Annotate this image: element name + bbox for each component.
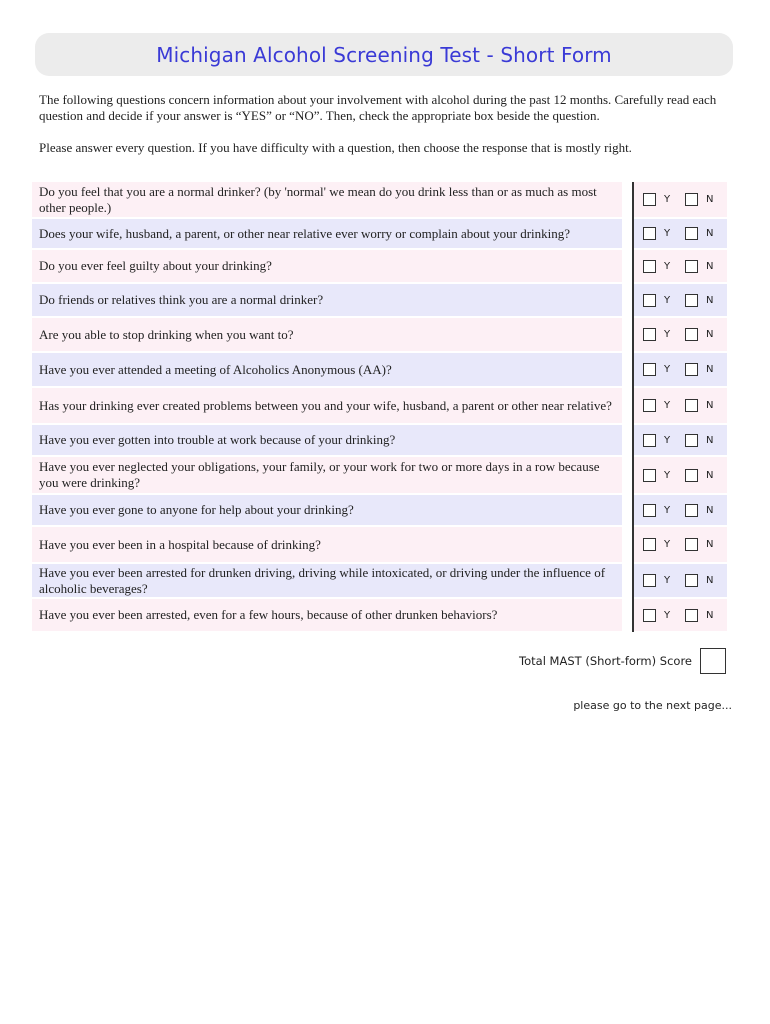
no-label: N: [706, 504, 714, 516]
yes-label: Y: [664, 260, 671, 272]
yes-label: Y: [664, 504, 671, 516]
answer-cell: [634, 527, 727, 562]
no-checkbox[interactable]: [685, 399, 698, 412]
question-text: Have you ever attended a meeting of Alcoholics Anonymous (AA)?: [32, 353, 622, 386]
score-section: [400, 647, 726, 675]
question-text: Are you able to stop drinking when you want to?: [32, 318, 622, 351]
yes-checkbox[interactable]: [643, 193, 656, 206]
no-checkbox[interactable]: [685, 574, 698, 587]
no-checkbox[interactable]: [685, 294, 698, 307]
answer-cell: [634, 425, 727, 455]
no-label: N: [706, 260, 714, 272]
question-row-4: [32, 284, 727, 316]
page-title: Michigan Alcohol Screening Test - Short Form: [156, 42, 612, 67]
no-checkbox[interactable]: [685, 469, 698, 482]
yes-checkbox[interactable]: [643, 399, 656, 412]
no-checkbox[interactable]: [685, 538, 698, 551]
question-row-8: [32, 425, 727, 455]
yes-label: Y: [664, 434, 671, 446]
question-text: Do you ever feel guilty about your drinking?: [32, 250, 622, 282]
intro-section: [39, 92, 734, 156]
question-text: Have you ever gotten into trouble at work because of your drinking?: [32, 425, 622, 455]
yes-label: Y: [664, 539, 671, 550]
column-divider: [632, 182, 634, 632]
answer-cell: [634, 182, 727, 217]
no-checkbox[interactable]: [685, 328, 698, 341]
yes-label: Y: [664, 194, 671, 205]
score-input-box[interactable]: [700, 648, 726, 674]
question-row-12: [32, 564, 727, 597]
yes-checkbox[interactable]: [643, 469, 656, 482]
answer-cell: [634, 599, 727, 631]
no-label: N: [706, 294, 714, 306]
yes-checkbox[interactable]: [643, 434, 656, 447]
question-row-13: [32, 599, 727, 631]
yes-checkbox[interactable]: [643, 363, 656, 376]
no-label: N: [706, 469, 714, 481]
yes-checkbox[interactable]: [643, 227, 656, 240]
no-checkbox[interactable]: [685, 363, 698, 376]
yes-checkbox[interactable]: [643, 609, 656, 622]
no-label: N: [706, 400, 714, 411]
question-text: Have you ever gone to anyone for help about your drinking?: [32, 495, 622, 525]
instruction-text: Please answer every question. If you have difficulty with a question, then choose the response that is mostly right.: [39, 140, 632, 155]
question-row-5: [32, 318, 727, 351]
yes-checkbox[interactable]: [643, 538, 656, 551]
question-row-3: [32, 250, 727, 282]
yes-label: Y: [664, 609, 671, 621]
no-label: N: [706, 329, 714, 340]
yes-label: Y: [664, 400, 671, 411]
no-checkbox[interactable]: [685, 609, 698, 622]
question-row-6: [32, 353, 727, 386]
yes-label: Y: [664, 329, 671, 340]
next-page-note: please go to the next page...: [573, 699, 732, 712]
question-text: Do friends or relatives think you are a normal drinker?: [32, 284, 622, 316]
no-label: N: [706, 194, 714, 205]
question-row-1: [32, 182, 727, 217]
yes-checkbox[interactable]: [643, 574, 656, 587]
yes-label: Y: [664, 575, 671, 586]
no-label: N: [706, 228, 714, 239]
question-text: Has your drinking ever created problems between you and your wife, husband, a parent or other near relative?: [32, 388, 622, 423]
answer-cell: [634, 219, 727, 248]
no-label: N: [706, 609, 714, 621]
question-text: Does your wife, husband, a parent, or other near relative ever worry or complain about your drinking?: [32, 219, 622, 248]
answer-cell: [634, 284, 727, 316]
answer-cell: [634, 495, 727, 525]
no-label: N: [706, 364, 714, 375]
no-checkbox[interactable]: [685, 260, 698, 273]
title-banner: [35, 33, 733, 76]
no-checkbox[interactable]: [685, 193, 698, 206]
yes-label: Y: [664, 364, 671, 375]
question-text: Do you feel that you are a normal drinker? (by 'normal' we mean do you drink less than or as much as most other people.): [32, 182, 622, 217]
question-row-11: [32, 527, 727, 562]
question-row-10: [32, 495, 727, 525]
answer-cell: [634, 353, 727, 386]
answer-cell: [634, 457, 727, 493]
yes-label: Y: [664, 469, 671, 481]
intro-text: The following questions concern information about your involvement with alcohol during the past 12 months. Carefully read each question and decide if your answer is “YES” or “NO”. Then, check the appropriate box beside the question.: [39, 92, 717, 123]
no-label: N: [706, 575, 714, 586]
answer-cell: [634, 250, 727, 282]
answer-cell: [634, 564, 727, 597]
question-text: Have you ever neglected your obligations, your family, or your work for two or more days in a row because you were drinking?: [32, 457, 622, 493]
question-text: Have you ever been in a hospital because of drinking?: [32, 527, 622, 562]
no-label: N: [706, 539, 714, 550]
no-checkbox[interactable]: [685, 434, 698, 447]
yes-label: Y: [664, 228, 671, 239]
question-row-2: [32, 219, 727, 248]
yes-checkbox[interactable]: [643, 328, 656, 341]
answer-cell: [634, 388, 727, 423]
question-row-9: [32, 457, 727, 493]
yes-checkbox[interactable]: [643, 504, 656, 517]
question-row-7: [32, 388, 727, 423]
yes-checkbox[interactable]: [643, 260, 656, 273]
question-text: Have you ever been arrested for drunken driving, driving while intoxicated, or driving under the influence of alcoholic beverages?: [32, 564, 622, 597]
question-text: Have you ever been arrested, even for a few hours, because of other drunken behaviors?: [32, 599, 622, 631]
yes-checkbox[interactable]: [643, 294, 656, 307]
no-label: N: [706, 434, 714, 446]
no-checkbox[interactable]: [685, 227, 698, 240]
no-checkbox[interactable]: [685, 504, 698, 517]
score-label: Total MAST (Short-form) Score: [519, 654, 692, 668]
answer-cell: [634, 318, 727, 351]
yes-label: Y: [664, 294, 671, 306]
